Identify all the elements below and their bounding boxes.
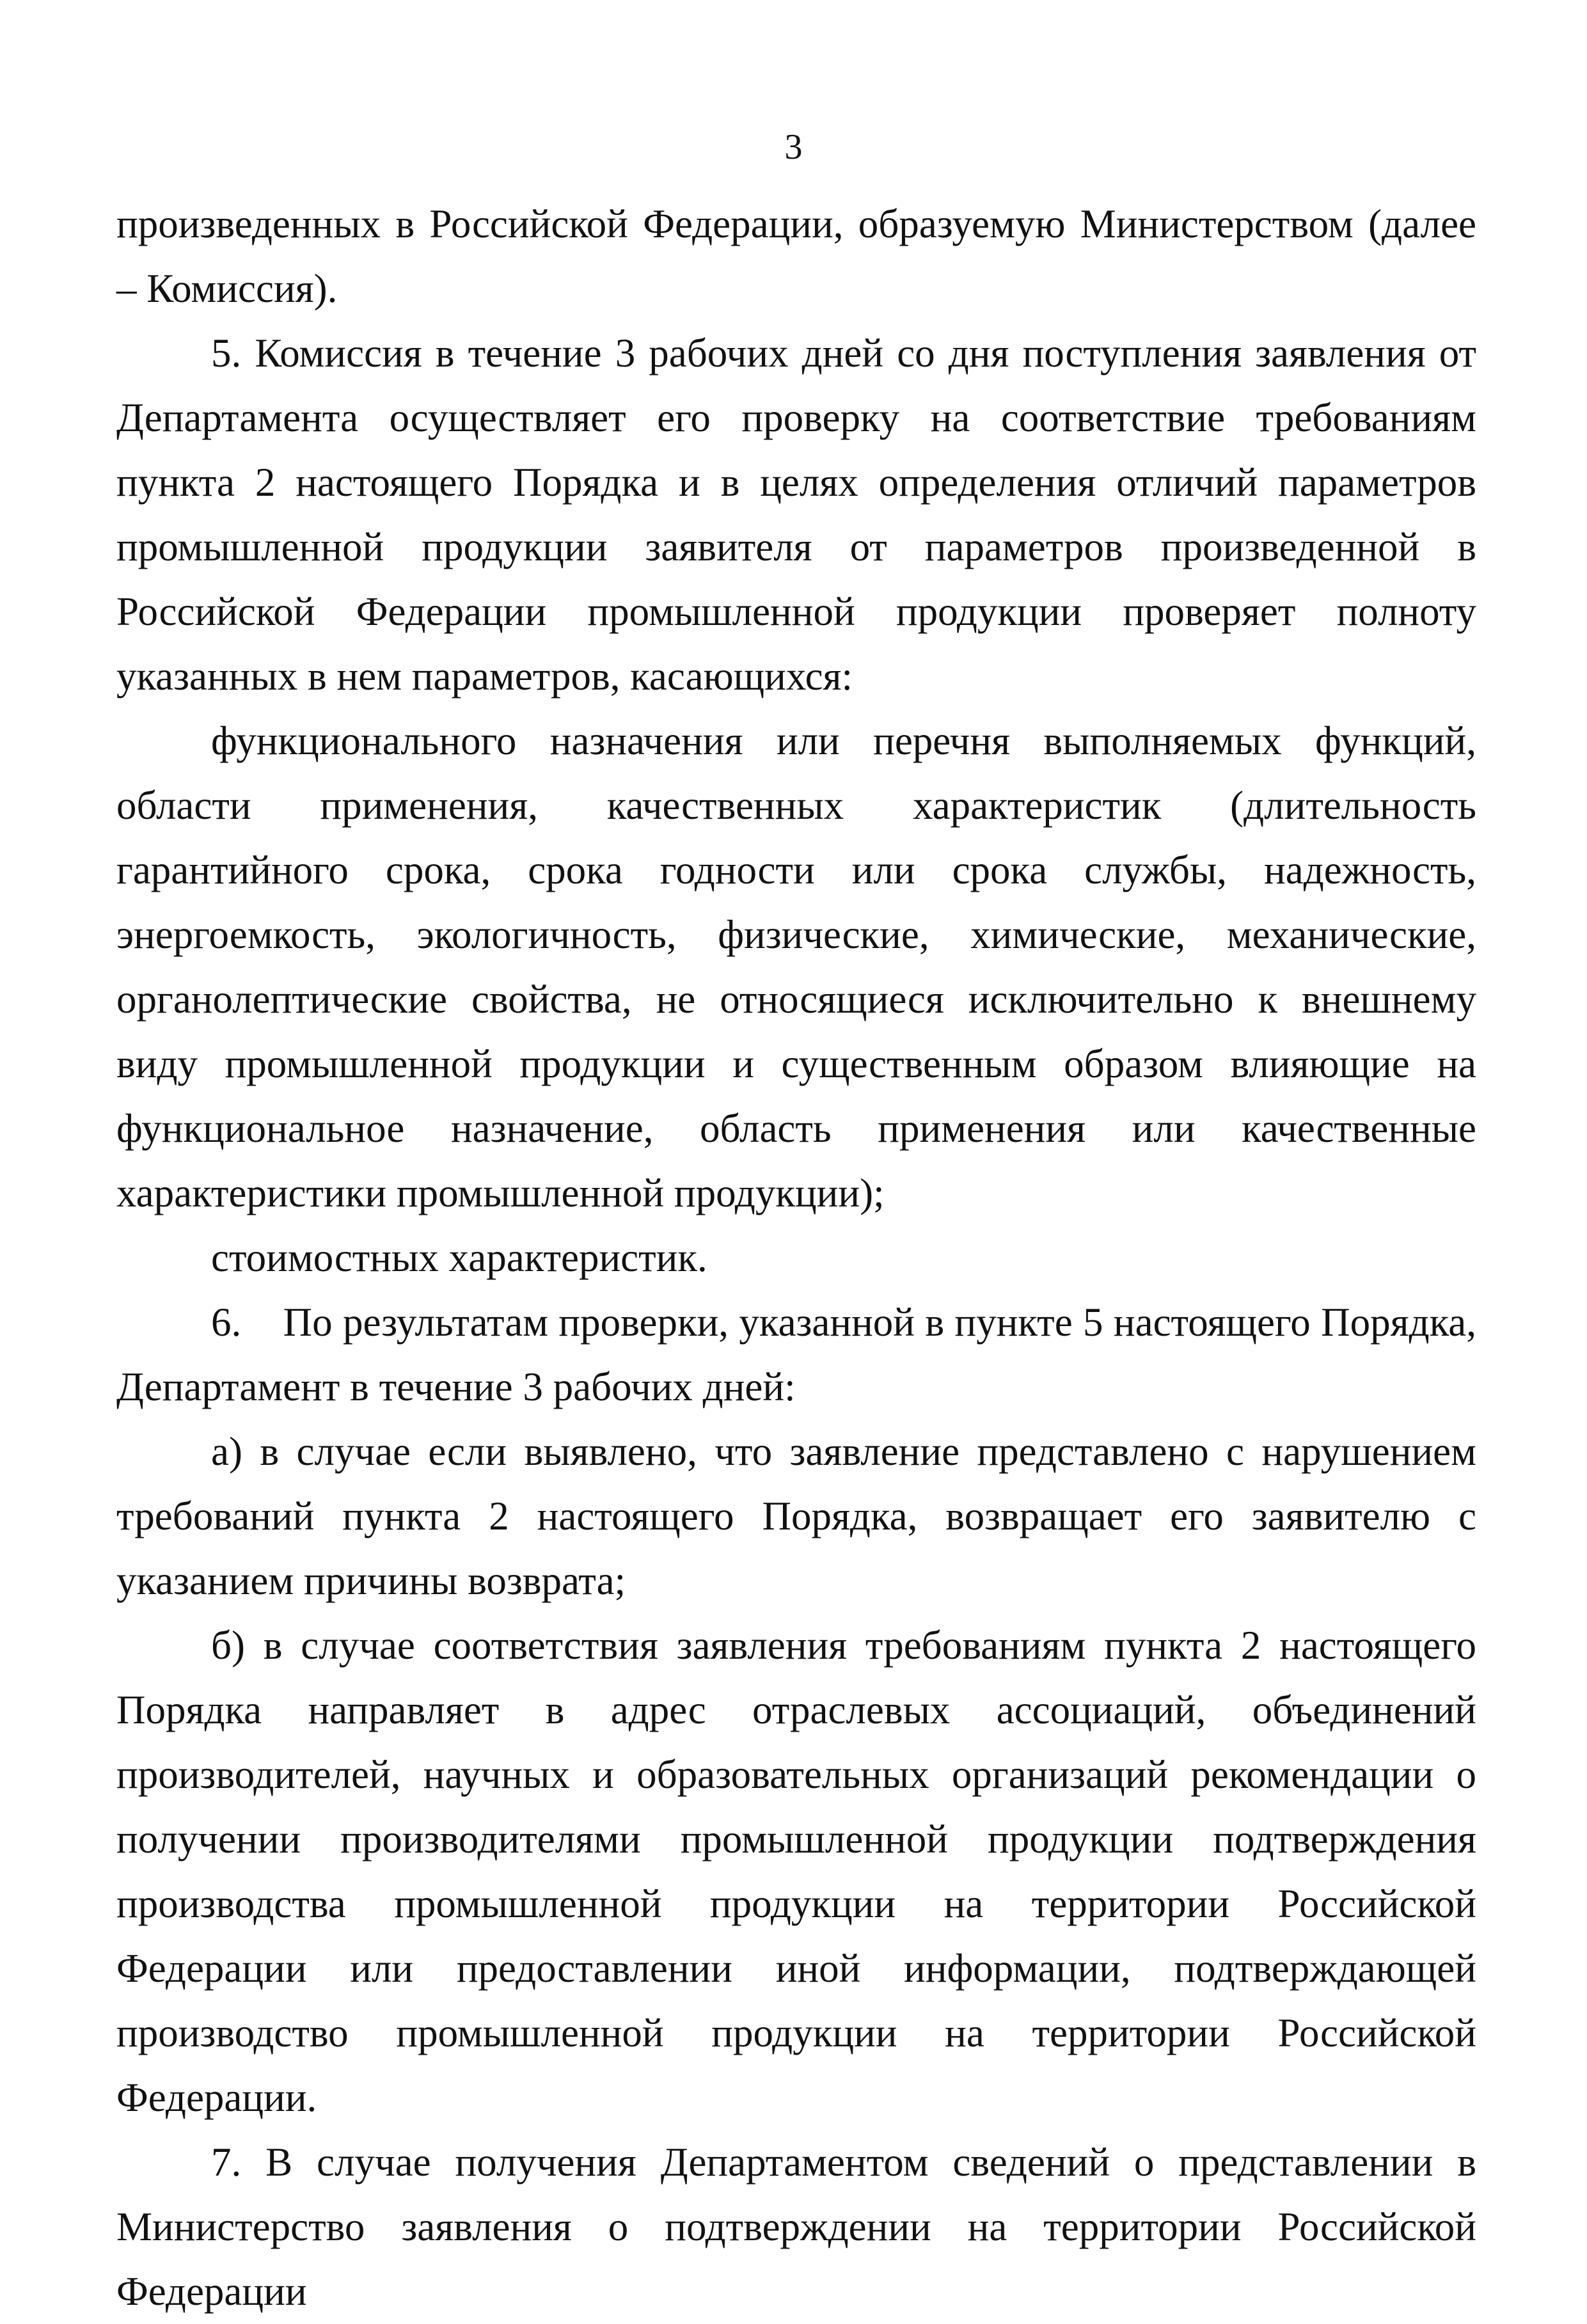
paragraph-item-7: 7. В случае получения Департаментом сведений о представлении в Министерство заявления о подтверждении на территории Российской Федерации [116, 2140, 1476, 2314]
document-body [116, 192, 1487, 2324]
paragraph-item-6b: б) в случае соответствия заявления требованиям пункта 2 настоящего Порядка направляет в адрес отраслевых ассоциаций, объединений производителей, научных и образовательных организаций рекомендации о получении производителями промышленной продукции подтверждения производства промышленной продукции на территории Российской Федерации или предоставлении иной информации, подтверждающей производство промышленной продукции на территории Российской Федерации. [116, 1623, 1476, 2120]
paragraph-item-5: 5. Комиссия в течение 3 рабочих дней со дня поступления заявления от Департамента осуществляет его проверку на соответствие требованиям пункта 2 настоящего Порядка и в целях определения отличий параметров промышленной продукции заявителя от параметров произведенной в Российской Федерации промышленной продукции проверяет полноту указанных в нем параметров, касающихся: [116, 331, 1476, 699]
page-number: 3 [784, 127, 803, 167]
paragraph-item-6a: а) в случае если выявлено, что заявление представлено с нарушением требований пункта 2 настоящего Порядка, возвращает его заявителю с указанием причины возврата; [116, 1429, 1476, 1603]
paragraph-functional-params: функционального назначения или перечня выполняемых функций, области применения, качественных характеристик (длительность гарантийного срока, срока годности или срока службы, надежность, энергоемкость, экологичность, физические, химические, механические, органолептические свойства, не относящиеся исключительно к внешнему виду промышленной продукции и существенным образом влияющие на функциональное назначение, область применения или качественные характеристики промышленной продукции); [116, 718, 1476, 1215]
paragraph-cost-params: стоимостных характеристик. [211, 1235, 707, 1280]
paragraph-continuation: произведенных в Российской Федерации, образуемую Министерством (далее – Комиссия). [116, 202, 1476, 311]
paragraph-item-6: 6. По результатам проверки, указанной в пункте 5 настоящего Порядка, Департамент в течение 3 рабочих дней: [116, 1300, 1487, 1409]
